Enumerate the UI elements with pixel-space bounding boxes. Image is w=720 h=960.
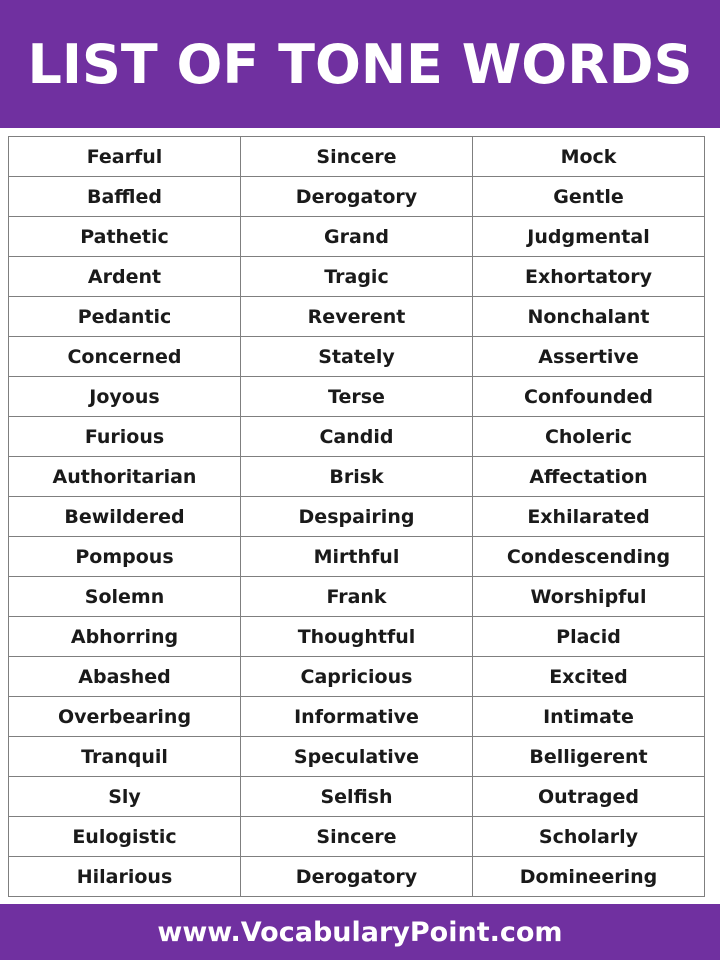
table-row (9, 817, 705, 857)
tone-word-cell: Frank (241, 577, 473, 617)
tone-word-cell: Overbearing (9, 697, 241, 737)
tone-word-cell: Eulogistic (9, 817, 241, 857)
tone-word-cell: Exhilarated (473, 497, 705, 537)
table-row (9, 657, 705, 697)
tone-word-cell: Abhorring (9, 617, 241, 657)
website-url: www.VocabularyPoint.com (157, 916, 563, 948)
tone-word-cell: Mirthful (241, 537, 473, 577)
tone-word-cell: Confounded (473, 377, 705, 417)
tone-word-cell: Gentle (473, 177, 705, 217)
tone-word-cell: Derogatory (241, 177, 473, 217)
header-banner (0, 0, 720, 128)
table-row (9, 257, 705, 297)
tone-word-cell: Pompous (9, 537, 241, 577)
tone-word-cell: Despairing (241, 497, 473, 537)
tone-word-cell: Excited (473, 657, 705, 697)
tone-word-cell: Ardent (9, 257, 241, 297)
table-row (9, 777, 705, 817)
tone-words-table-container (8, 136, 705, 897)
table-row (9, 857, 705, 897)
tone-word-cell: Tranquil (9, 737, 241, 777)
tone-word-cell: Tragic (241, 257, 473, 297)
tone-word-cell: Intimate (473, 697, 705, 737)
table-row (9, 177, 705, 217)
table-row (9, 297, 705, 337)
tone-word-cell: Pedantic (9, 297, 241, 337)
table-row (9, 737, 705, 777)
tone-word-cell: Fearful (9, 137, 241, 177)
tone-word-cell: Reverent (241, 297, 473, 337)
tone-word-cell: Concerned (9, 337, 241, 377)
tone-word-cell: Terse (241, 377, 473, 417)
tone-word-cell: Furious (9, 417, 241, 457)
tone-word-cell: Exhortatory (473, 257, 705, 297)
tone-word-cell: Belligerent (473, 737, 705, 777)
tone-word-cell: Scholarly (473, 817, 705, 857)
tone-word-cell: Condescending (473, 537, 705, 577)
tone-word-cell: Capricious (241, 657, 473, 697)
table-row (9, 417, 705, 457)
tone-word-cell: Authoritarian (9, 457, 241, 497)
tone-word-cell: Speculative (241, 737, 473, 777)
table-row (9, 617, 705, 657)
tone-word-cell: Brisk (241, 457, 473, 497)
table-row (9, 377, 705, 417)
tone-word-cell: Sly (9, 777, 241, 817)
tone-word-cell: Candid (241, 417, 473, 457)
table-row (9, 337, 705, 377)
footer-banner (0, 904, 720, 960)
tone-word-cell: Grand (241, 217, 473, 257)
tone-word-cell: Assertive (473, 337, 705, 377)
tone-word-cell: Solemn (9, 577, 241, 617)
tone-words-table (8, 136, 705, 897)
table-row (9, 497, 705, 537)
tone-word-cell: Mock (473, 137, 705, 177)
tone-word-cell: Affectation (473, 457, 705, 497)
tone-word-cell: Baffled (9, 177, 241, 217)
tone-word-cell: Outraged (473, 777, 705, 817)
table-body (9, 137, 705, 897)
tone-word-cell: Thoughtful (241, 617, 473, 657)
tone-word-cell: Judgmental (473, 217, 705, 257)
table-row (9, 577, 705, 617)
tone-word-cell: Nonchalant (473, 297, 705, 337)
tone-word-cell: Stately (241, 337, 473, 377)
tone-word-cell: Sincere (241, 137, 473, 177)
tone-word-cell: Choleric (473, 417, 705, 457)
tone-word-cell: Placid (473, 617, 705, 657)
tone-word-cell: Derogatory (241, 857, 473, 897)
tone-word-cell: Joyous (9, 377, 241, 417)
tone-word-cell: Sincere (241, 817, 473, 857)
tone-word-cell: Hilarious (9, 857, 241, 897)
table-row (9, 457, 705, 497)
tone-word-cell: Bewildered (9, 497, 241, 537)
tone-word-cell: Informative (241, 697, 473, 737)
tone-word-cell: Domineering (473, 857, 705, 897)
table-row (9, 537, 705, 577)
table-row (9, 697, 705, 737)
tone-word-cell: Pathetic (9, 217, 241, 257)
tone-word-cell: Selfish (241, 777, 473, 817)
table-row (9, 217, 705, 257)
page-title: LIST OF TONE WORDS (27, 32, 693, 96)
tone-word-cell: Abashed (9, 657, 241, 697)
tone-word-cell: Worshipful (473, 577, 705, 617)
table-row (9, 137, 705, 177)
